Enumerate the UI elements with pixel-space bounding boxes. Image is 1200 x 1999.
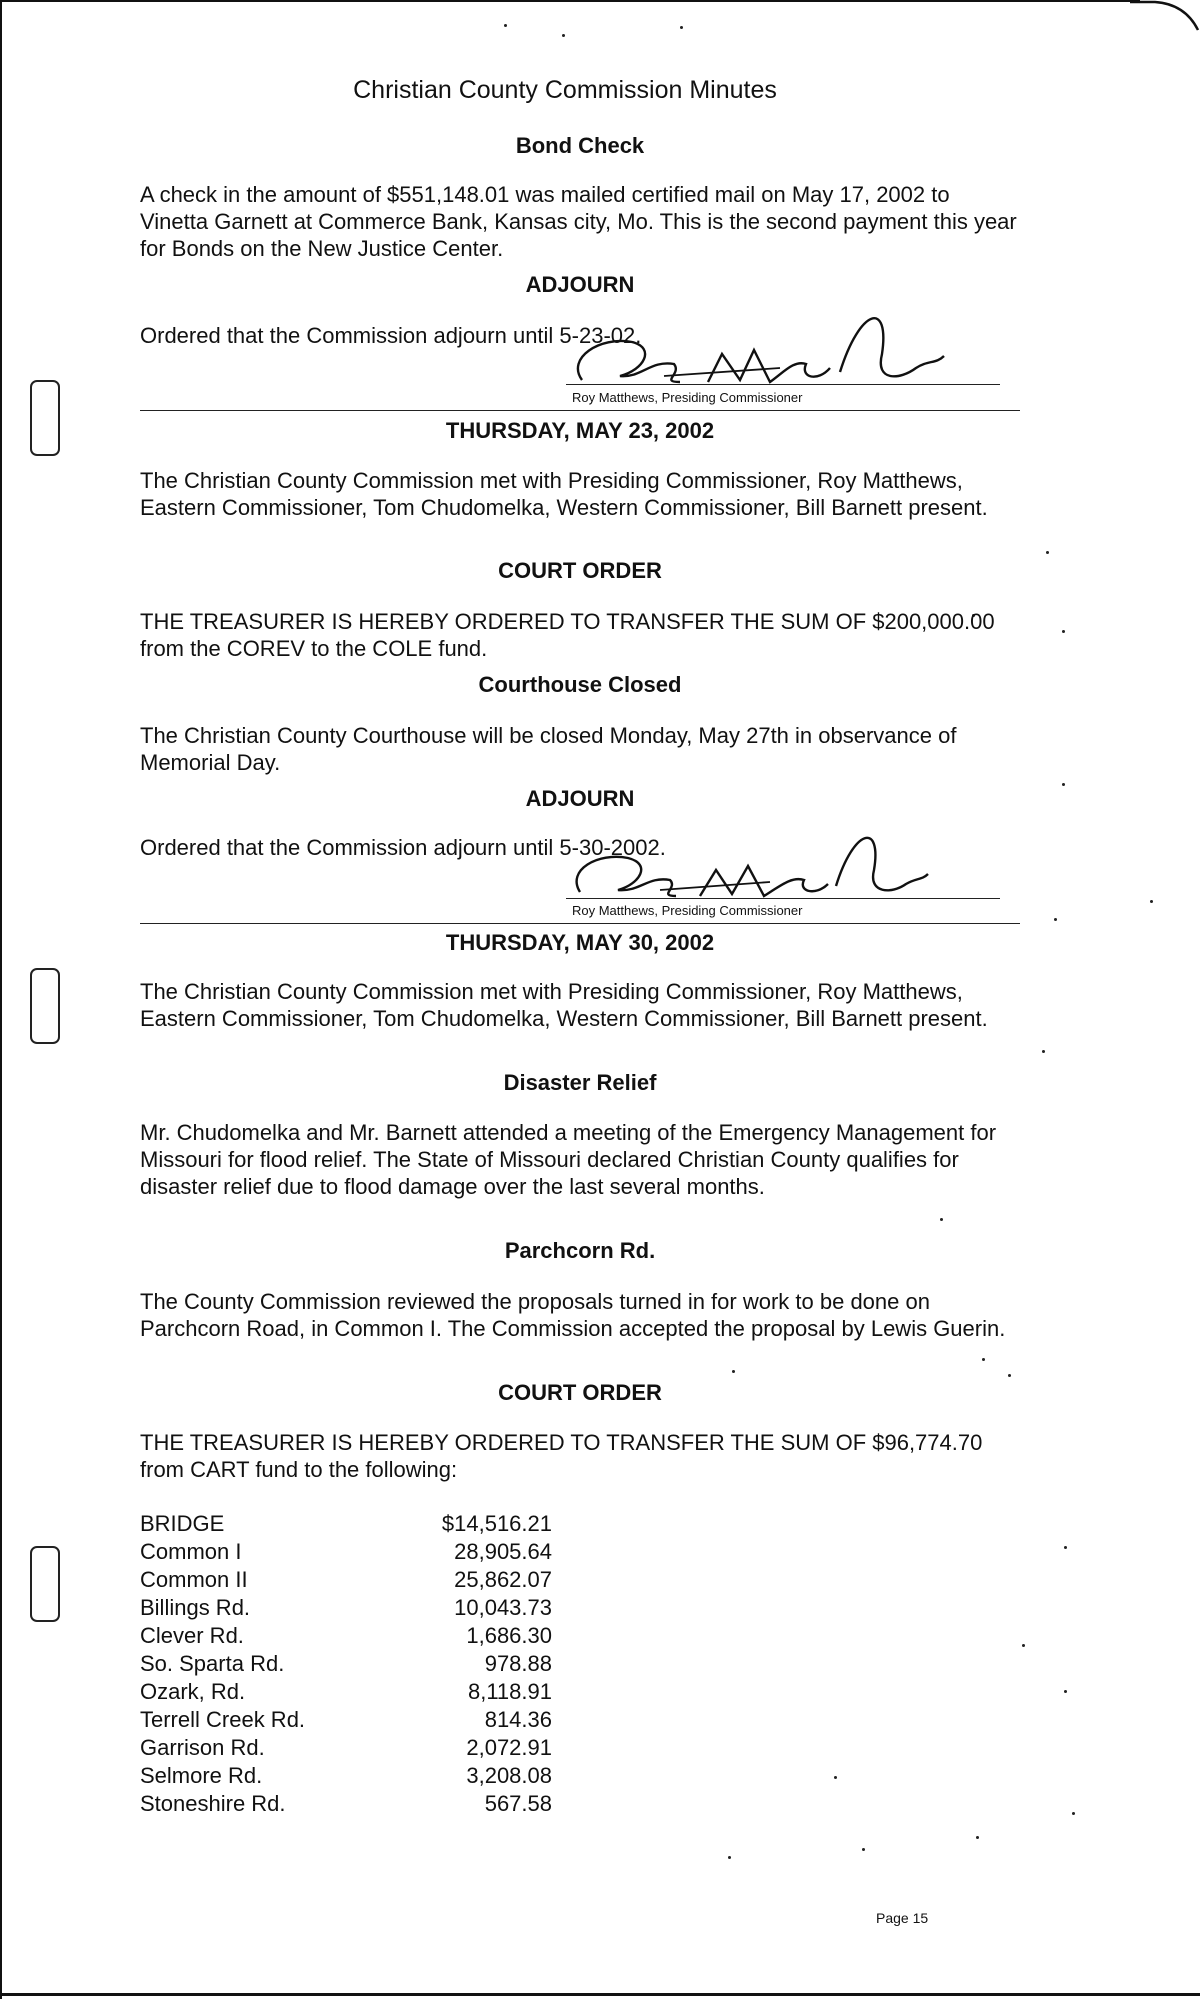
court-order-text: THE TREASURER IS HEREBY ORDERED TO TRANSFER THE SUM OF $200,000.00 from the COREV to the COLE fund. (140, 609, 995, 661)
meeting-attendance-text: The Christian County Commission met with Presiding Commissioner, Roy Matthews, Eastern Commissioner, Tom Chudomelka, Western Commissioner, Bill Barnett present. (140, 468, 988, 520)
transfer-item-amount: 3,208.08 (466, 1763, 552, 1788)
scan-speck (1022, 1644, 1025, 1647)
bond-check-text: A check in the amount of $551,148.01 was mailed certified mail on May 17, 2002 to Vinetta Garnett at Commerce Bank, Kansas city, Mo. This is the second payment this year for Bonds on the New Justice Center. (140, 182, 1017, 261)
transfer-item-name: Selmore Rd. (140, 1763, 263, 1788)
signature-caption: Roy Matthews, Presiding Commissioner (572, 903, 803, 918)
meeting-date-heading: THURSDAY, MAY 23, 2002 (445, 418, 715, 443)
transfer-item-name: Billings Rd. (140, 1595, 251, 1620)
scan-speck (680, 26, 683, 29)
punch-hole-top (30, 380, 60, 456)
scan-speck (1046, 551, 1049, 554)
section-heading-parchcorn-rd: Parchcorn Rd. (504, 1238, 656, 1263)
page-title: Christian County Commission Minutes (353, 76, 777, 104)
scan-edge-left (0, 0, 2, 1999)
scan-speck (982, 1358, 985, 1361)
scan-speck (1062, 630, 1065, 633)
transfer-item-name: Terrell Creek Rd. (140, 1707, 306, 1732)
transfer-item-name: Ozark, Rd. (140, 1679, 246, 1704)
transfer-item-name: So. Sparta Rd. (140, 1651, 285, 1676)
scan-speck (1042, 1050, 1045, 1053)
transfer-item-amount: 978.88 (484, 1651, 552, 1676)
signature-caption: Roy Matthews, Presiding Commissioner (572, 390, 803, 405)
scan-speck (862, 1848, 865, 1851)
section-heading-adjourn: ADJOURN (525, 786, 635, 811)
scan-speck (732, 1370, 735, 1373)
scan-speck (1054, 918, 1057, 921)
adjourn-order-text: Ordered that the Commission adjourn until 5-30-2002. (140, 835, 666, 860)
transfer-item-amount: $14,516.21 (441, 1511, 552, 1536)
parchcorn-text: The County Commission reviewed the proposals turned in for work to be done on Parchcorn Road, in Common I. The Commission accepted the proposal by Lewis Guerin. (140, 1289, 1006, 1341)
scan-speck (976, 1836, 979, 1839)
scan-speck (504, 24, 507, 27)
transfer-item-amount: 814.36 (484, 1707, 552, 1732)
section-heading-court-order: COURT ORDER (498, 1380, 662, 1405)
transfer-item-amount: 8,118.91 (467, 1679, 552, 1704)
scan-speck (1008, 1374, 1011, 1377)
section-divider (140, 923, 1020, 924)
scan-edge-bottom (0, 1993, 1200, 1996)
adjourn-order-text: Ordered that the Commission adjourn until 5-23-02. (140, 323, 642, 348)
transfer-item-name: Garrison Rd. (140, 1735, 265, 1760)
section-heading-courthouse-closed: Courthouse Closed (478, 672, 682, 697)
meeting-attendance-text: The Christian County Commission met with Presiding Commissioner, Roy Matthews, Eastern Commissioner, Tom Chudomelka, Western Commissioner, Bill Barnett present. (140, 979, 988, 1031)
scan-speck (834, 1776, 837, 1779)
punch-hole-bottom (30, 1546, 60, 1622)
transfer-item-name: BRIDGE (140, 1511, 225, 1536)
transfer-item-amount: 28,905.64 (454, 1539, 552, 1564)
scan-edge-top (0, 0, 1140, 2)
transfer-item-name: Stoneshire Rd. (140, 1791, 286, 1816)
transfer-item-amount: 567.58 (484, 1791, 552, 1816)
transfer-item-amount: 10,043.73 (454, 1595, 552, 1620)
section-divider (140, 410, 1020, 411)
disaster-relief-text: Mr. Chudomelka and Mr. Barnett attended a meeting of the Emergency Management for Missouri for flood relief. The State of Missouri declared Christian County qualifies for disaster relief due to flood damage over the last several months. (140, 1120, 997, 1199)
scan-speck (1064, 1546, 1067, 1549)
court-order-text: THE TREASURER IS HEREBY ORDERED TO TRANSFER THE SUM OF $96,774.70 from CART fund to the following: (140, 1430, 983, 1482)
signature-image (570, 298, 950, 394)
scan-speck (1072, 1812, 1075, 1815)
transfer-item-amount: 1,686.30 (466, 1623, 552, 1648)
transfer-item-name: Common I (140, 1539, 242, 1564)
scan-speck (562, 34, 565, 37)
scan-speck (728, 1856, 731, 1859)
scan-speck (1064, 1690, 1067, 1693)
transfer-item-amount: 2,072.91 (466, 1735, 552, 1760)
transfer-item-name: Common II (140, 1567, 248, 1592)
transfer-item-amount: 25,862.07 (454, 1567, 552, 1592)
scan-speck (1150, 900, 1153, 903)
section-heading-adjourn: ADJOURN (525, 272, 635, 297)
page-number: Page 15 (876, 1910, 929, 1926)
transfer-item-name: Clever Rd. (140, 1623, 244, 1648)
signature-image (570, 820, 930, 904)
courthouse-closed-text: The Christian County Courthouse will be closed Monday, May 27th in observance of Memorial Day. (140, 723, 957, 775)
section-heading-bond-check: Bond Check (515, 133, 645, 158)
punch-hole-middle (30, 968, 60, 1044)
scan-speck (1062, 783, 1065, 786)
scan-corner-curve (1130, 0, 1200, 40)
section-heading-disaster-relief: Disaster Relief (503, 1070, 657, 1095)
section-heading-court-order: COURT ORDER (498, 558, 662, 583)
meeting-date-heading: THURSDAY, MAY 30, 2002 (445, 930, 715, 955)
scan-speck (940, 1218, 943, 1221)
